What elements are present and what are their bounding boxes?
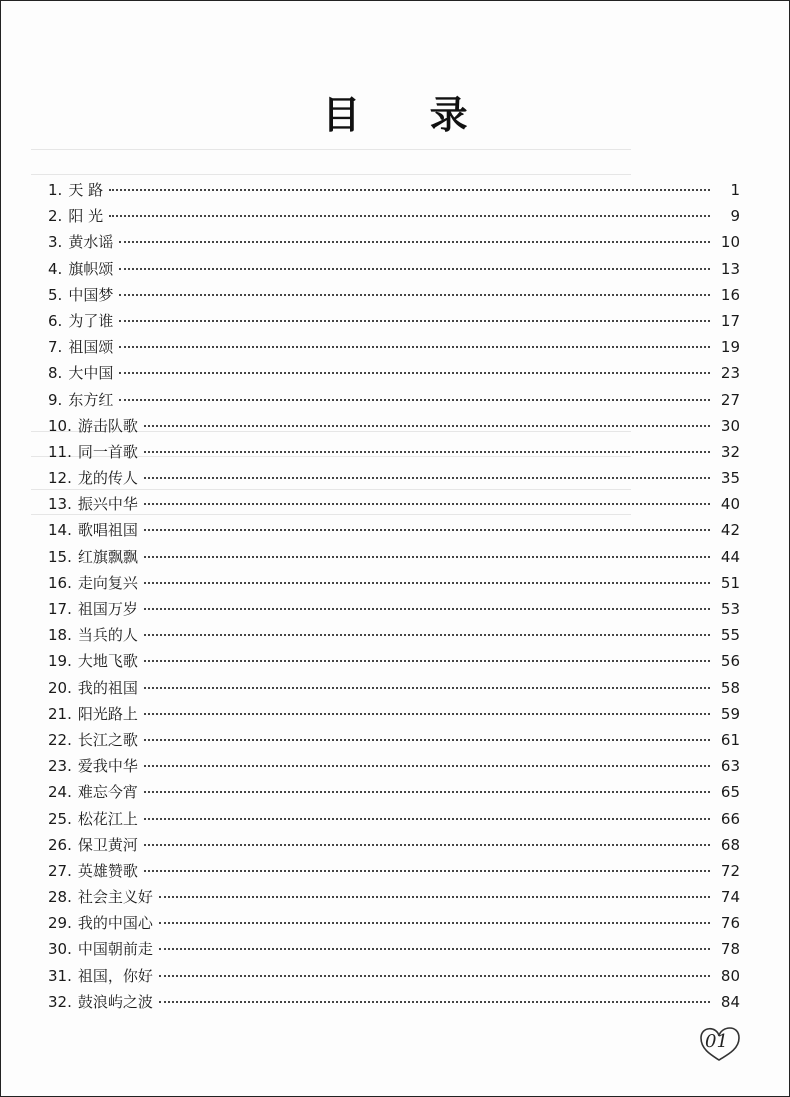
toc-entry-number: 32. (48, 992, 72, 1011)
toc-entry-title: 鼓浪屿之波 (77, 992, 153, 1011)
dot-leader (144, 477, 710, 479)
toc-entry-number: 26. (48, 835, 72, 854)
dot-leader (109, 215, 710, 217)
dot-leader (144, 791, 710, 793)
toc-entry-number: 15. (48, 547, 72, 566)
toc-entry-title: 中国梦 (68, 285, 114, 304)
toc-entry[interactable] (48, 991, 740, 1017)
toc-entry[interactable] (48, 965, 740, 991)
toc-entry-page: 17 (720, 311, 740, 330)
dot-leader (119, 320, 710, 322)
toc-entry-title: 大地飞歌 (77, 652, 138, 671)
dot-leader (119, 399, 710, 401)
toc-entry-page: 13 (720, 259, 740, 278)
toc-entry-title: 中国朝前走 (77, 940, 153, 959)
toc-entry[interactable] (48, 703, 740, 729)
toc-entry-number: 17. (48, 600, 72, 618)
page-title: 目 录 (322, 93, 496, 138)
toc-entry-number: 25. (48, 809, 72, 828)
dot-leader (159, 896, 710, 898)
toc-entry-page: 42 (720, 521, 740, 540)
toc-entry[interactable] (48, 572, 740, 598)
toc-entry[interactable] (48, 860, 740, 886)
toc-entry[interactable] (48, 179, 740, 205)
dot-leader (144, 582, 710, 584)
toc-entry-title: 长江之歌 (77, 730, 138, 749)
toc-entry-page: 9 (730, 207, 740, 226)
toc-entry[interactable] (48, 493, 740, 519)
toc-entry-title: 大中国 (68, 364, 114, 383)
toc-entry-title: 黄水谣 (68, 233, 114, 252)
toc-entry-number: 23. (48, 757, 72, 776)
toc-entry-page: 63 (720, 757, 740, 776)
toc-entry-page: 35 (720, 469, 740, 488)
dot-leader (144, 503, 710, 505)
toc-entry[interactable] (48, 598, 740, 624)
page-number-badge (695, 1022, 745, 1062)
toc-entry-page: 40 (720, 495, 740, 514)
toc-entry[interactable] (48, 415, 740, 441)
toc-entry-title: 阳光路上 (77, 704, 138, 723)
toc-entry[interactable] (48, 389, 740, 415)
toc-entry-number: 29. (48, 914, 72, 933)
dot-leader (119, 294, 710, 296)
toc-entry-title: 祖国，你好 (77, 966, 153, 985)
toc-entry[interactable] (48, 938, 740, 964)
toc-entry[interactable] (48, 624, 740, 650)
toc-entry-number: 5. (48, 285, 63, 304)
toc-entry-number: 20. (48, 678, 72, 697)
toc-entry-number: 8. (48, 364, 63, 383)
toc-entry-page: 44 (720, 547, 740, 566)
dot-leader (159, 1001, 710, 1003)
toc-entry-number: 24. (48, 783, 72, 802)
toc-entry[interactable] (48, 205, 740, 231)
toc-entry-number: 16. (48, 573, 72, 592)
toc-entry[interactable] (48, 834, 740, 860)
dot-leader (144, 818, 710, 820)
toc-entry-number: 10. (48, 416, 72, 435)
toc-entry[interactable] (48, 755, 740, 781)
toc-entry-page: 1 (730, 181, 740, 199)
toc-entry[interactable] (48, 467, 740, 493)
dot-leader (159, 975, 710, 977)
toc-entry-page: 23 (720, 364, 740, 383)
dot-leader (119, 346, 710, 348)
toc-entry-page: 19 (720, 338, 740, 357)
dot-leader (144, 870, 710, 872)
toc-entry[interactable] (48, 441, 740, 467)
toc-entry-page: 59 (720, 704, 740, 723)
toc-entry-page: 53 (720, 600, 740, 618)
toc-entry[interactable] (48, 808, 740, 834)
toc-entry-title: 英雄赞歌 (77, 861, 138, 880)
toc-entry[interactable] (48, 677, 740, 703)
toc-entry-number: 27. (48, 861, 72, 880)
dot-leader (159, 948, 710, 950)
toc-entry-page: 16 (720, 285, 740, 304)
toc-entry-title: 天 路 (68, 181, 104, 199)
toc-entry-number: 14. (48, 521, 72, 540)
toc-entry-title: 松花江上 (77, 809, 138, 828)
toc-entry-page: 51 (720, 573, 740, 592)
toc-entry[interactable] (48, 284, 740, 310)
toc-entry[interactable] (48, 650, 740, 676)
toc-entry-number: 19. (48, 652, 72, 671)
toc-entry-title: 当兵的人 (77, 626, 138, 645)
toc-entry-number: 3. (48, 233, 63, 252)
toc-entry-page: 84 (720, 992, 740, 1011)
toc-entry-title: 为了谁 (68, 311, 114, 330)
toc-entry-number: 31. (48, 966, 72, 985)
dot-leader (144, 739, 710, 741)
toc-entry[interactable] (48, 781, 740, 807)
toc-entry-page: 66 (720, 809, 740, 828)
toc-entry[interactable] (48, 258, 740, 284)
toc-entry-title: 龙的传人 (77, 469, 138, 488)
toc-entry-title: 社会主义好 (77, 888, 153, 907)
page-number: 01 (705, 1031, 728, 1052)
toc-entry-number: 1. (48, 181, 63, 199)
dot-leader (144, 556, 710, 558)
dot-leader (144, 425, 710, 427)
dot-leader (144, 687, 710, 689)
toc-entry-title: 难忘今宵 (77, 783, 138, 802)
toc-entry-page: 61 (720, 730, 740, 749)
toc-entry-page: 55 (720, 626, 740, 645)
dot-leader (144, 844, 710, 846)
toc-entry-number: 11. (48, 442, 72, 461)
toc-entry-page: 10 (720, 233, 740, 252)
toc-entry-number: 13. (48, 495, 72, 514)
toc-entry-page: 72 (720, 861, 740, 880)
toc-entry-page: 58 (720, 678, 740, 697)
toc-entry-number: 30. (48, 940, 72, 959)
toc-entry-title: 祖国颂 (68, 338, 114, 357)
toc-entry-page: 78 (720, 940, 740, 959)
dot-leader (159, 922, 710, 924)
toc-entry-page: 74 (720, 888, 740, 907)
toc-entry-title: 振兴中华 (77, 495, 138, 514)
toc-entry-page: 30 (720, 416, 740, 435)
dot-leader (119, 268, 710, 270)
toc-entry[interactable] (48, 310, 740, 336)
toc-entry-title: 阳 光 (68, 207, 104, 226)
toc-entry-number: 6. (48, 311, 63, 330)
toc-entry-number: 7. (48, 338, 63, 357)
dot-leader (119, 241, 710, 243)
toc-entry-title: 旗帜颂 (68, 259, 114, 278)
toc-entry-number: 18. (48, 626, 72, 645)
bleed-through-staff (31, 149, 631, 175)
toc-entry[interactable] (48, 912, 740, 938)
toc-entry-number: 2. (48, 207, 63, 226)
toc-entry-title: 祖国万岁 (77, 600, 138, 618)
toc-entry-page: 32 (720, 442, 740, 461)
table-of-contents (48, 179, 740, 1017)
dot-leader (109, 189, 710, 191)
toc-entry[interactable] (48, 886, 740, 912)
toc-entry[interactable] (48, 546, 740, 572)
toc-entry-title: 红旗飘飘 (77, 547, 138, 566)
toc-entry-title: 保卫黄河 (77, 835, 138, 854)
toc-entry[interactable] (48, 231, 740, 257)
toc-entry-title: 我的祖国 (77, 678, 138, 697)
dot-leader (119, 372, 710, 374)
toc-entry-number: 22. (48, 730, 72, 749)
toc-entry-number: 9. (48, 390, 63, 409)
toc-entry[interactable] (48, 362, 740, 388)
toc-entry-title: 同一首歌 (77, 442, 138, 461)
dot-leader (144, 634, 710, 636)
toc-entry-page: 65 (720, 783, 740, 802)
toc-entry[interactable] (48, 519, 740, 545)
dot-leader (144, 451, 710, 453)
toc-entry-number: 4. (48, 259, 63, 278)
toc-entry-title: 游击队歌 (77, 416, 138, 435)
toc-entry-page: 27 (720, 390, 740, 409)
toc-entry-page: 68 (720, 835, 740, 854)
dot-leader (144, 529, 710, 531)
toc-entry[interactable] (48, 729, 740, 755)
dot-leader (144, 660, 710, 662)
dot-leader (144, 713, 710, 715)
toc-entry-title: 爱我中华 (77, 757, 138, 776)
toc-entry-number: 12. (48, 469, 72, 488)
toc-entry-title: 走向复兴 (77, 573, 138, 592)
toc-entry-title: 东方红 (68, 390, 114, 409)
dot-leader (144, 765, 710, 767)
toc-entry-number: 21. (48, 704, 72, 723)
dot-leader (144, 608, 710, 610)
toc-entry-page: 56 (720, 652, 740, 671)
toc-entry-title: 歌唱祖国 (77, 521, 138, 540)
toc-entry-page: 80 (720, 966, 740, 985)
toc-entry-page: 76 (720, 914, 740, 933)
toc-entry[interactable] (48, 336, 740, 362)
toc-entry-title: 我的中国心 (77, 914, 153, 933)
toc-entry-number: 28. (48, 888, 72, 907)
